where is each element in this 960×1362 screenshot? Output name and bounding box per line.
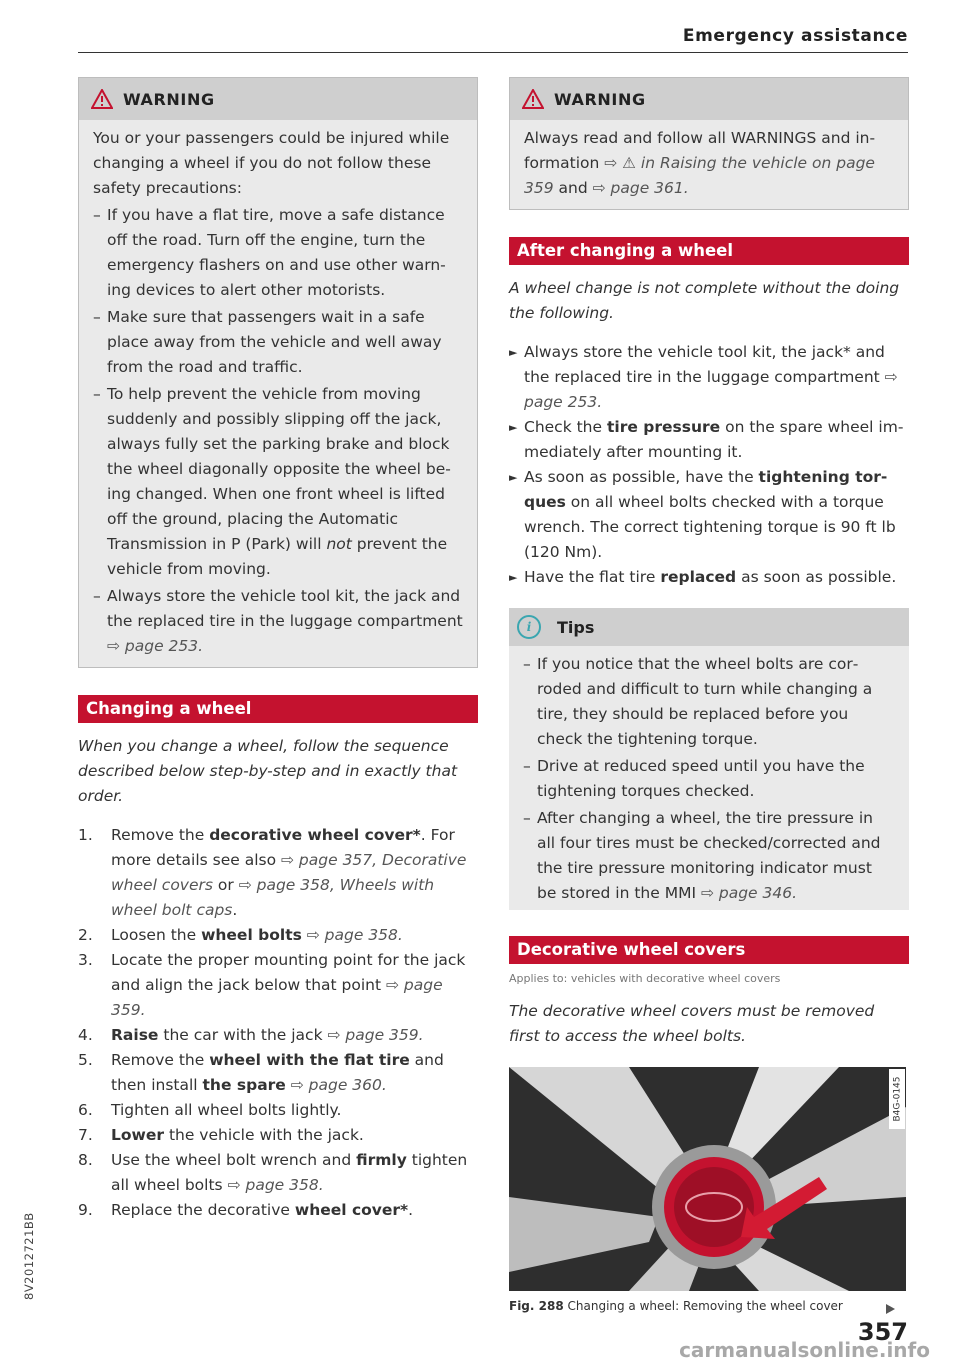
warning-text: and bbox=[553, 179, 593, 197]
bullet-arrow-icon: ► bbox=[509, 471, 518, 484]
warning-intro: You or your passengers could be injured while changing a wheel if you do not follow these safety precautions: bbox=[93, 129, 450, 197]
item-bold: tightening torques bbox=[524, 468, 888, 511]
header-rule bbox=[78, 52, 908, 53]
tip-item: – If you notice that the wheel bolts are corroded and difficult to turn while changing a tire, they should be replaced before you check the tightening torque. bbox=[523, 652, 895, 752]
step-number: 1. bbox=[78, 826, 93, 844]
figure-code: B4G-0145 bbox=[893, 1076, 903, 1122]
info-icon: i bbox=[517, 615, 541, 639]
step-bold: wheel cover* bbox=[294, 1201, 409, 1219]
warning-item: – If you have a flat tire, move a safe distance off the road. Turn off the engine, turn the emergency flashers on and use other warning devices to alert other motorists. bbox=[93, 203, 463, 303]
step-number: 2. bbox=[78, 926, 93, 944]
figure-label: Fig. 288 bbox=[509, 1299, 564, 1313]
warning-header bbox=[79, 78, 477, 120]
step-item bbox=[78, 1198, 478, 1223]
warning-title: WARNING bbox=[123, 89, 215, 109]
page-link[interactable]: ⇨ page 359. bbox=[327, 1026, 424, 1044]
tip-item bbox=[523, 806, 895, 906]
step-text: the car with the jack bbox=[158, 1026, 328, 1044]
bullet-arrow-icon: ► bbox=[509, 346, 518, 359]
step-bold: wheel with the flat tire bbox=[209, 1051, 410, 1069]
tip-text: After changing a wheel, the tire pressure in all four tires must be checked/corrected and the tire pressure monitoring indicator must be stored in the MMI bbox=[537, 809, 881, 902]
page-link[interactable]: ⇨ page 358, Wheels with wheel bolt caps bbox=[111, 876, 435, 919]
wheel-illustration bbox=[509, 1067, 906, 1291]
item-bold: replaced bbox=[660, 568, 737, 586]
warning-box-right bbox=[509, 77, 909, 210]
step-item bbox=[78, 948, 478, 1023]
warning-body bbox=[510, 120, 908, 209]
step-bold: firmly bbox=[356, 1151, 407, 1169]
step-item bbox=[78, 1148, 478, 1198]
item-text: on the spare wheel immediately after mounting it. bbox=[524, 418, 904, 461]
warning-body bbox=[79, 120, 477, 667]
page-link[interactable]: ⇨ page 346. bbox=[700, 884, 798, 902]
step-number: 7. bbox=[78, 1126, 93, 1144]
warning-item bbox=[93, 382, 463, 582]
steps-list bbox=[78, 823, 478, 1223]
item-text: Have the flat tire bbox=[524, 568, 661, 586]
step-bold: wheel bolts bbox=[201, 926, 302, 944]
page-link[interactable]: ⇨ page 361. bbox=[592, 179, 689, 197]
page-link[interactable]: ⇨ page 358. bbox=[227, 1176, 324, 1194]
figure-code-box bbox=[890, 1071, 906, 1127]
step-item bbox=[78, 923, 478, 948]
left-column bbox=[78, 77, 478, 1223]
tips-header bbox=[509, 608, 909, 646]
item-text: as soon as possible. bbox=[736, 568, 897, 586]
step-item bbox=[78, 823, 478, 923]
section-title-changing: Changing a wheel bbox=[78, 695, 478, 723]
step-number: 6. bbox=[78, 1101, 93, 1119]
step-text: and then install bbox=[111, 1051, 444, 1094]
tips-box bbox=[509, 608, 909, 910]
bullet-arrow-icon: ► bbox=[509, 571, 518, 584]
item-text: Always store the vehicle tool kit, the jack* and the replaced tire in the luggage compartment bbox=[524, 343, 885, 386]
warning-box-left bbox=[78, 77, 478, 668]
bullet-arrow-icon: ► bbox=[509, 421, 518, 434]
list-item bbox=[509, 565, 909, 590]
wheel-cover-figure bbox=[509, 1067, 906, 1291]
document-code: 8V2012721BB bbox=[22, 1212, 36, 1300]
warning-item bbox=[93, 584, 463, 659]
right-column bbox=[509, 77, 909, 1313]
step-item bbox=[78, 1098, 478, 1123]
step-item bbox=[78, 1048, 478, 1098]
item-bold: tire pressure bbox=[606, 418, 721, 436]
section-title-covers: Decorative wheel covers bbox=[509, 936, 909, 964]
warning-triangle-icon bbox=[91, 89, 113, 109]
emphasis-not: not bbox=[326, 535, 352, 553]
list-item bbox=[509, 415, 909, 465]
step-number: 4. bbox=[78, 1026, 93, 1044]
step-text: Use the wheel bolt wrench and bbox=[111, 1151, 357, 1169]
continue-arrow-icon bbox=[886, 1304, 895, 1314]
figure-caption bbox=[509, 1299, 909, 1313]
step-text: the vehicle with the jack. bbox=[164, 1126, 364, 1144]
watermark: carmanualsonline.info bbox=[679, 1338, 930, 1362]
list-item bbox=[509, 465, 909, 565]
page-link[interactable]: ⇨ page 360. bbox=[285, 1076, 387, 1094]
step-text: . bbox=[232, 901, 238, 919]
item-text: As soon as possible, have the bbox=[524, 468, 759, 486]
page-link[interactable]: ⇨ page 358. bbox=[301, 926, 403, 944]
figure-caption-text: Changing a wheel: Removing the wheel cover bbox=[563, 1299, 843, 1313]
warning-text: Always read and follow all WARNINGS and information bbox=[524, 129, 876, 172]
step-text: Remove the bbox=[111, 1051, 210, 1069]
warning-text: To help prevent the vehicle from moving suddenly and possibly slipping off the jack, always fully set the parking brake and block the wheel diagonally opposite the wheel being changed. When one front wheel is lifted off the ground, placing the Automatic Transmission in P (Park) will bbox=[107, 385, 451, 553]
tips-title: Tips bbox=[557, 617, 595, 637]
warning-header bbox=[510, 78, 908, 120]
item-text: on all wheel bolts checked with a torque wrench. The correct tightening torque is 90 ft lb (120 Nm). bbox=[524, 493, 896, 561]
warning-text: prevent the vehicle from moving. bbox=[107, 535, 448, 578]
warning-triangle-icon bbox=[522, 89, 544, 109]
step-number: 5. bbox=[78, 1051, 93, 1069]
step-text: tighten all wheel bolts bbox=[111, 1151, 468, 1194]
step-text: or bbox=[212, 876, 239, 894]
step-bold: Raise bbox=[111, 1026, 159, 1044]
page-link[interactable]: ⇨ page 253. bbox=[107, 637, 204, 655]
step-number: 3. bbox=[78, 951, 93, 969]
after-list bbox=[509, 340, 909, 590]
applies-note: Applies to: vehicles with decorative wheel covers bbox=[509, 972, 781, 985]
warning-text: Always store the vehicle tool kit, the jack and the replaced tire in the luggage compartment bbox=[107, 587, 463, 630]
warning-item: – Make sure that passengers wait in a safe place away from the vehicle and well away from the road and traffic. bbox=[93, 305, 463, 380]
step-text: Replace the decorative bbox=[111, 1201, 295, 1219]
covers-intro: The decorative wheel covers must be removed first to access the wheel bolts. bbox=[509, 1002, 875, 1045]
section-header: Emergency assistance bbox=[682, 26, 908, 46]
step-number: 8. bbox=[78, 1151, 93, 1169]
after-intro: A wheel change is not complete without the doing the following. bbox=[509, 279, 900, 322]
step-number: 9. bbox=[78, 1201, 93, 1219]
step-item bbox=[78, 1023, 478, 1048]
warning-title: WARNING bbox=[554, 89, 646, 109]
list-item bbox=[509, 340, 909, 415]
step-text: Locate the proper mounting point for the jack and align the jack below that point bbox=[111, 951, 466, 994]
page-link[interactable]: ⇨ page 253. bbox=[524, 368, 898, 411]
page-link[interactable]: ⇨ page 359. bbox=[111, 976, 443, 1019]
item-text: Check the bbox=[524, 418, 607, 436]
tips-body bbox=[509, 646, 909, 910]
step-item bbox=[78, 1123, 478, 1148]
step-text: Remove the bbox=[111, 826, 210, 844]
step-bold: the spare bbox=[202, 1076, 286, 1094]
section-title-after: After changing a wheel bbox=[509, 237, 909, 265]
step-text: Loosen the bbox=[111, 926, 202, 944]
page-number: 357 bbox=[857, 1318, 908, 1346]
step-text: . bbox=[408, 1201, 414, 1219]
step-bold: Lower bbox=[111, 1126, 165, 1144]
step-bold: decorative wheel cover* bbox=[209, 826, 421, 844]
changing-intro: When you change a wheel, follow the sequence described below step-by-step and in exactly that order. bbox=[78, 737, 458, 805]
tip-item: – Drive at reduced speed until you have the tightening torques checked. bbox=[523, 754, 895, 804]
step-text: Tighten all wheel bolts lightly. bbox=[111, 1101, 342, 1119]
page-link[interactable]: ⇨ ⚠ in Raising the vehicle on page 359 bbox=[524, 154, 875, 197]
page-link[interactable]: ⇨ page 357, Decorative wheel covers bbox=[111, 851, 467, 894]
step-text: . For more details see also bbox=[111, 826, 455, 869]
